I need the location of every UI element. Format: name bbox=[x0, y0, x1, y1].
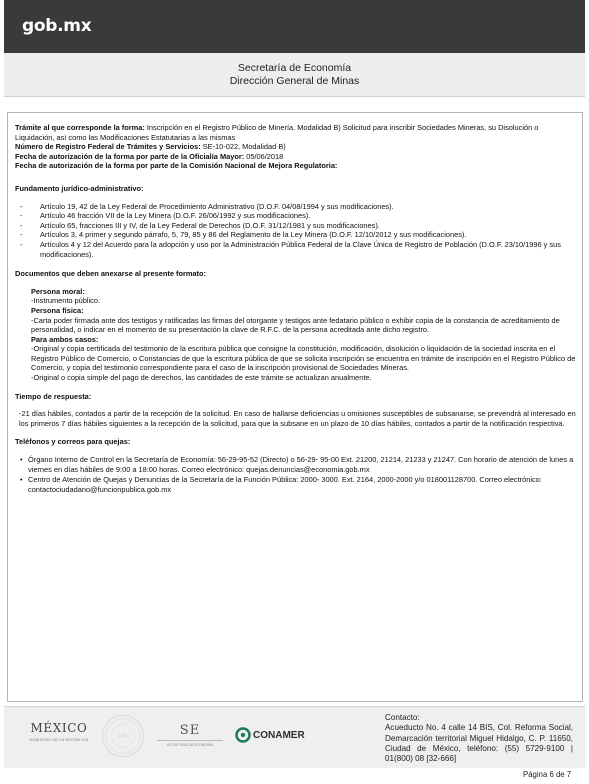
escudo-nacional-seal-icon bbox=[102, 715, 144, 757]
persona-moral-item: -Instrumento público. bbox=[31, 296, 101, 306]
quejas-list bbox=[15, 455, 576, 494]
persona-fisica-item: -Carta poder firmada ante dos testigos y ratificadas las firmas del otorgante y testigos ante fedatario público o exhibir copia de la constancia de acreditamiento de personalidad, o indicar en el momento de su presentación la clave de R.F.C. de la persona acreditada ante dicho registro. bbox=[31, 315, 560, 335]
mexico-logo-text: MÉXICO bbox=[30, 721, 88, 735]
tramite-row bbox=[15, 123, 576, 142]
registro-label: Número de Registro Federal de Trámites y Servicios: bbox=[15, 142, 201, 152]
tramite-label: Trámite al que corresponde la forma: bbox=[15, 123, 145, 132]
fecha-oficialia-value: 05/06/2018 bbox=[246, 151, 284, 161]
footer bbox=[4, 706, 585, 768]
persona-moral-title: Persona moral: bbox=[31, 286, 85, 296]
ambos-casos-item-2: -Original o copia simple del pago de derechos, las cantidades de este trámite se actualizan anualmente. bbox=[31, 373, 372, 383]
tiempo-title: Tiempo de respuesta: bbox=[15, 391, 92, 401]
mexico-logo-subtext: GOBIERNO DE LA REPÚBLICA bbox=[29, 738, 89, 742]
list-item: - Artículos 4 y 12 del Acuerdo para la adopción y uso por la Administración Pública Federal de la Clave Única de Registro de Población (D.O.F. 23/10/1996 y sus modificaciones). bbox=[15, 240, 576, 259]
registro-row bbox=[15, 142, 576, 152]
fecha-oficialia-label: Fecha de autorización de la forma por parte de la Oficialía Mayor: bbox=[15, 151, 245, 161]
list-item: • Órgano Interno de Control en la Secretaría de Economía: 56-29-95-52 (Directo) o 56-29- 95-00 Ext. 21200, 21214, 21233 y 21247. Con horario de atención de lunes a viernes en días hábiles de 9:00 a 18:00 horas. Correo electrónico: quejas.denuncias@economia.gob.mx bbox=[19, 455, 576, 474]
persona-fisica-title: Persona física: bbox=[31, 305, 84, 315]
top-bar bbox=[4, 0, 585, 53]
quejas-title: Teléfonos y correos para quejas: bbox=[15, 437, 131, 447]
fecha-conamer-row bbox=[15, 161, 576, 171]
list-item: - Artículo 19, 42 de la Ley Federal de Procedimiento Administrativo (D.O.F. 04/08/1994 y sus modificaciones). bbox=[15, 202, 576, 212]
fecha-oficialia-row bbox=[15, 152, 576, 162]
secretaria-title: Secretaría de Economía bbox=[237, 62, 352, 74]
tiempo-text: -21 días hábiles, contados a partir de la recepción de la solicitud. En caso de hallarse deficiencias u omisiones susceptibles de subsanarse, se prevendrá al interesado en los primeros 7 días hábiles siguientes a la recepción de la solicitud, para que la subsane en un plazo de 10 días hábiles, contados a partir de la notificación respectiva. bbox=[19, 409, 576, 428]
conamer-logo bbox=[235, 727, 305, 748]
se-logo bbox=[157, 723, 223, 747]
list-item: - Artículo 46 fracción VII de la Ley Minera (D.O.F. 26/06/1992 y sus modificaciones). bbox=[15, 211, 576, 221]
mexico-logo bbox=[26, 721, 92, 742]
tramite-value: Inscripción en el Registro Público de Minería. Modalidad B) Solicitud para inscribir Sociedades Mineras, su Disolución o Liquidación, así como las Modificaciones Estatutarias a las mismas bbox=[15, 123, 539, 142]
fecha-conamer-label: Fecha de autorización de la forma por parte de la Comisión Nacional de Mejora Regulatoria: bbox=[15, 161, 338, 171]
contact-info: Contacto: Acueducto No. 4 calle 14 BIS, Col. Reforma Social, Demarcación territorial Miguel Hidalgo, C. P. 11650, Ciudad de México, teléfono: (55) 5729-9100 | 01(800) 08 [32-666] bbox=[385, 713, 573, 764]
documentos-block bbox=[15, 287, 576, 383]
fundamento-title: Fundamento jurídico-administrativo: bbox=[15, 183, 144, 193]
ambos-casos-item-1: -Original y copia certificada del testimonio de la escritura pública que consigne la constitución, modificación, disolución o liquidación de la sociedad inscrita en el Registro Público de Comercio, o Constancias de que la escritura pública de que se solicita inscripción se encuentra en trámite de inscripción en el Registro Público de Comercio, y copia del testimonio correspondiente para el caso de la inscripción provisional de Sociedades Mineras. bbox=[31, 344, 576, 373]
direccion-title: Dirección General de Minas bbox=[229, 75, 360, 87]
gobmx-logo[interactable]: gob.mx bbox=[22, 16, 92, 36]
documentos-title: Documentos que deben anexarse al presente formato: bbox=[15, 269, 206, 279]
list-item: • Centro de Atención de Quejas y Denuncias de la Secretaría de la Función Pública: 2000- 3000. Ext. 2164, 2000-2000 y/o 018001128700. Correo electrónico: contactociudadano@funcionpublica.gob.mx bbox=[19, 475, 576, 494]
conamer-logo-text: CONAMER bbox=[253, 730, 305, 741]
fundamento-list bbox=[15, 202, 576, 260]
se-logo-text: SE bbox=[179, 723, 201, 738]
se-logo-subtext: SECRETARÍA DE ECONOMÍA bbox=[157, 740, 223, 747]
header-band bbox=[4, 53, 585, 97]
page-number: Página 6 de 7 bbox=[523, 770, 572, 779]
ambos-casos-title: Para ambos casos: bbox=[31, 334, 99, 344]
list-item: - Artículo 65, fracciones III y IV, de la Ley Federal de Derechos (D.O.F. 31/12/1981 y sus modificaciones). bbox=[15, 221, 576, 231]
registro-value: SE-10-022, Modalidad B) bbox=[202, 142, 286, 152]
conamer-logo-icon bbox=[235, 727, 251, 743]
content-box bbox=[7, 112, 583, 702]
list-item: - Artículos 3, 4 primer y segundo párrafo, 5, 79, 85 y 86 del Reglamento de la Ley Minera (D.O.F. 12/10/2012 y sus modificaciones). bbox=[15, 230, 576, 240]
